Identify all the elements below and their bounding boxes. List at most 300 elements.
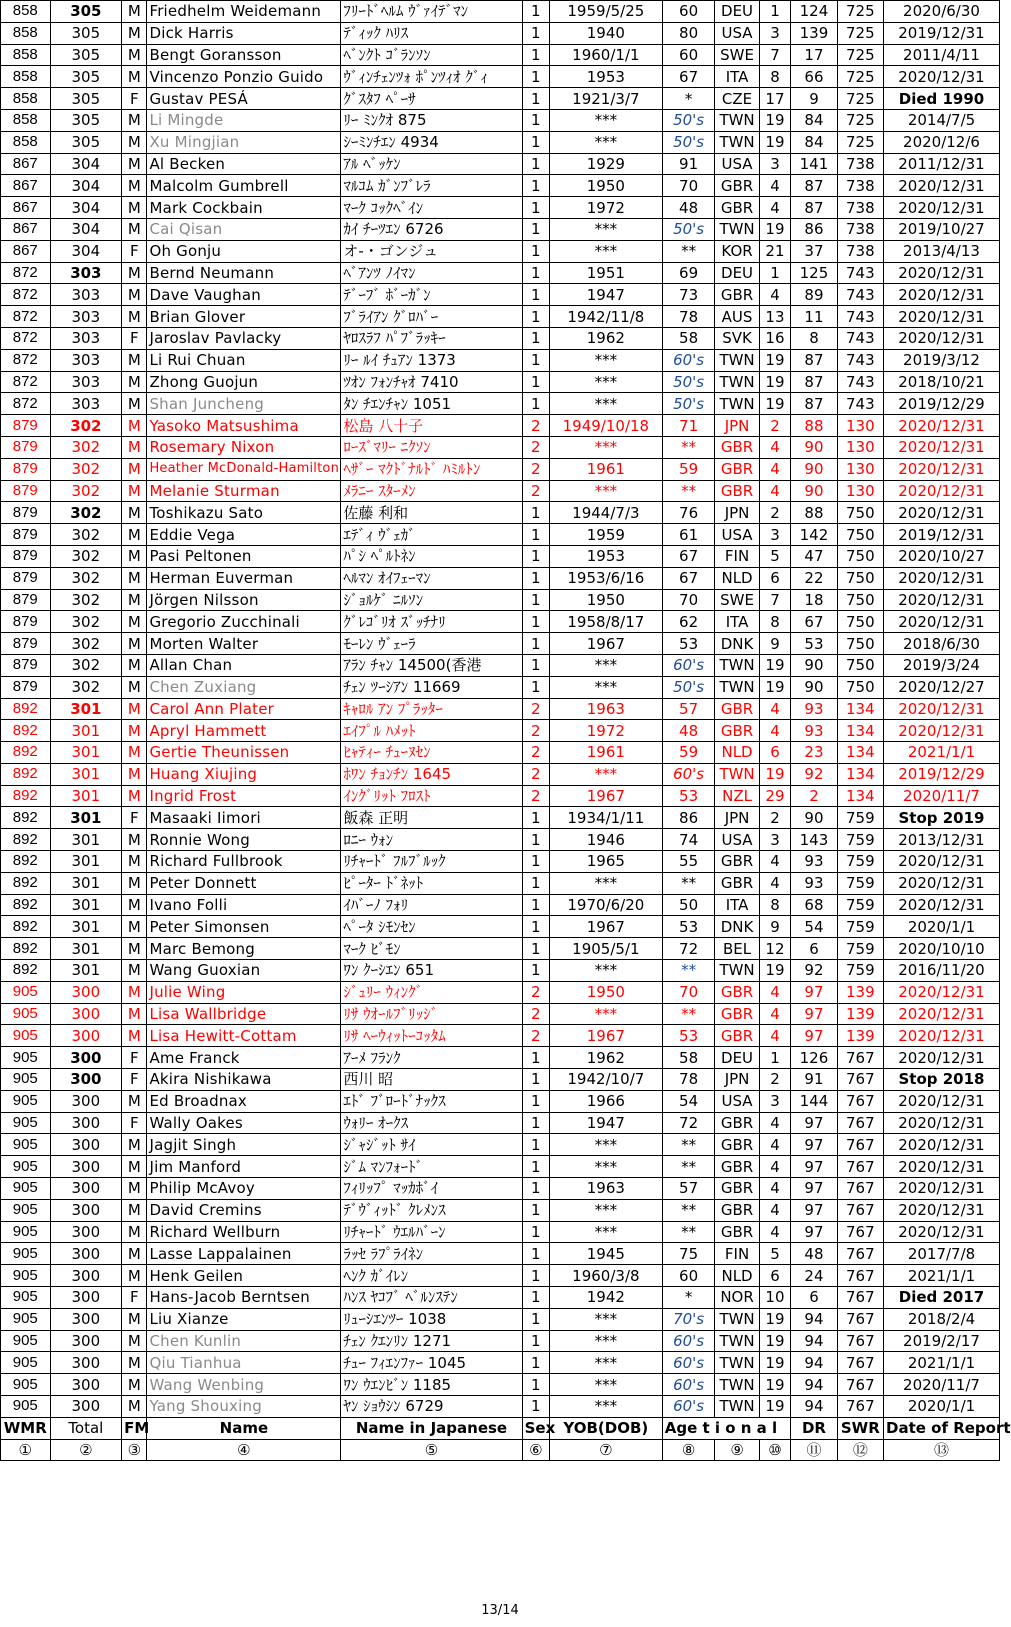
cell-name-japanese: ｷｬﾛﾙ ｱﾝ ﾌﾟﾗｯﾀｰ (341, 698, 522, 720)
cell-yob: 1967 (549, 916, 662, 938)
cell-name-japanese: ﾍｻﾞｰ ﾏｸﾄﾞﾅﾙﾄﾞ ﾊﾐﾙﾄﾝ (341, 458, 522, 480)
cell-fm: M (122, 1025, 147, 1047)
cell-swr: 139 (837, 1025, 883, 1047)
cell-nationality: GBR (715, 1112, 759, 1134)
cell-wmr: 879 (1, 676, 51, 698)
cell-fm: M (122, 284, 147, 306)
cell-col10: 19 (759, 109, 791, 131)
cell-col10: 5 (759, 545, 791, 567)
cell-col10: 4 (759, 1221, 791, 1243)
cell-name-japanese: ﾁｭｰ ﾌｨｴﾝﾌｧｰ 1045 (341, 1352, 522, 1374)
cell-col10: 2 (759, 415, 791, 437)
cell-date-of-report: 2020/12/31 (884, 894, 1000, 916)
cell-wmr: 858 (1, 109, 51, 131)
column-index-12: ⑫ (837, 1439, 883, 1461)
cell-total: 304 (50, 240, 122, 262)
cell-sex: 1 (522, 807, 549, 829)
header-row (1, 1417, 1000, 1439)
cell-wmr: 892 (1, 829, 51, 851)
cell-total: 302 (50, 633, 122, 655)
cell-dr: 84 (791, 131, 837, 153)
cell-wmr: 879 (1, 436, 51, 458)
cell-col10: 19 (759, 1396, 791, 1418)
cell-age: 61 (662, 524, 715, 546)
cell-wmr: 905 (1, 1330, 51, 1352)
cell-sex: 1 (522, 1352, 549, 1374)
cell-dr: 94 (791, 1330, 837, 1352)
cell-yob: 1949/10/18 (549, 415, 662, 437)
cell-wmr: 867 (1, 153, 51, 175)
cell-name-japanese: ﾍﾝｸ ｶﾞｲﾚﾝ (341, 1265, 522, 1287)
cell-name: Al Becken (147, 153, 341, 175)
cell-sex: 1 (522, 175, 549, 197)
cell-age: 59 (662, 742, 715, 764)
cell-dr: 87 (791, 349, 837, 371)
cell-wmr: 872 (1, 327, 51, 349)
cell-nationality: BEL (715, 938, 759, 960)
cell-wmr: 905 (1, 1134, 51, 1156)
cell-yob: *** (549, 131, 662, 153)
cell-yob: 1972 (549, 197, 662, 219)
cell-name: Jagjit Singh (147, 1134, 341, 1156)
cell-total: 300 (50, 1025, 122, 1047)
table-row (1, 676, 1000, 698)
cell-dr: 89 (791, 284, 837, 306)
cell-date-of-report: 2020/12/31 (884, 872, 1000, 894)
cell-total: 300 (50, 1308, 122, 1330)
cell-sex: 1 (522, 393, 549, 415)
cell-age: 53 (662, 916, 715, 938)
cell-col10: 2 (759, 807, 791, 829)
cell-col10: 19 (759, 1374, 791, 1396)
cell-dr: 8 (791, 327, 837, 349)
cell-yob: *** (549, 480, 662, 502)
cell-date-of-report: 2020/11/7 (884, 1374, 1000, 1396)
cell-fm: M (122, 1374, 147, 1396)
table-row (1, 436, 1000, 458)
cell-name-japanese: ｲﾝｸﾞﾘｯﾄ ﾌﾛｽﾄ (341, 785, 522, 807)
cell-age: 53 (662, 633, 715, 655)
cell-fm: M (122, 654, 147, 676)
cell-age: ** (662, 1134, 715, 1156)
cell-sex: 1 (522, 1243, 549, 1265)
cell-age: 67 (662, 66, 715, 88)
cell-wmr: 879 (1, 567, 51, 589)
cell-age: 71 (662, 415, 715, 437)
cell-wmr: 872 (1, 284, 51, 306)
cell-wmr: 879 (1, 502, 51, 524)
cell-swr: 725 (837, 1, 883, 23)
cell-total: 305 (50, 1, 122, 23)
cell-wmr: 879 (1, 524, 51, 546)
table-row (1, 829, 1000, 851)
cell-wmr: 879 (1, 654, 51, 676)
cell-nationality: DNK (715, 633, 759, 655)
cell-swr: 725 (837, 44, 883, 66)
cell-yob: 1946 (549, 829, 662, 851)
cell-date-of-report: 2020/12/31 (884, 698, 1000, 720)
cell-yob: *** (549, 1374, 662, 1396)
table-row (1, 109, 1000, 131)
cell-age: ** (662, 1156, 715, 1178)
cell-wmr: 872 (1, 262, 51, 284)
cell-nationality: GBR (715, 698, 759, 720)
cell-age: 73 (662, 284, 715, 306)
cell-total: 302 (50, 436, 122, 458)
cell-wmr: 905 (1, 1003, 51, 1025)
cell-total: 302 (50, 415, 122, 437)
cell-nationality: NZL (715, 785, 759, 807)
cell-name-japanese: ﾛﾆｰ ｳｫﾝ (341, 829, 522, 851)
column-index-row (1, 1439, 1000, 1461)
cell-dr: 97 (791, 1112, 837, 1134)
cell-sex: 2 (522, 742, 549, 764)
cell-yob: *** (549, 960, 662, 982)
cell-fm: M (122, 1352, 147, 1374)
cell-date-of-report: 2020/12/31 (884, 458, 1000, 480)
cell-yob: 1963 (549, 698, 662, 720)
cell-fm: M (122, 567, 147, 589)
cell-swr: 759 (837, 894, 883, 916)
cell-fm: M (122, 851, 147, 873)
cell-name: Hans-Jacob Berntsen (147, 1287, 341, 1309)
cell-age: 70 (662, 981, 715, 1003)
cell-dr: 92 (791, 960, 837, 982)
cell-name: Ingrid Frost (147, 785, 341, 807)
cell-total: 301 (50, 742, 122, 764)
cell-swr: 750 (837, 502, 883, 524)
cell-fm: M (122, 393, 147, 415)
cell-total: 300 (50, 981, 122, 1003)
cell-date-of-report: 2020/12/27 (884, 676, 1000, 698)
cell-wmr: 905 (1, 1265, 51, 1287)
cell-date-of-report: 2020/12/31 (884, 1112, 1000, 1134)
cell-age: 50's (662, 676, 715, 698)
cell-sex: 1 (522, 131, 549, 153)
cell-date-of-report: 2019/10/27 (884, 218, 1000, 240)
cell-name: Friedhelm Weidemann (147, 1, 341, 23)
cell-wmr: 905 (1, 1047, 51, 1069)
cell-swr: 767 (837, 1243, 883, 1265)
cell-fm: M (122, 480, 147, 502)
cell-sex: 2 (522, 415, 549, 437)
table-row (1, 654, 1000, 676)
cell-name-japanese: ﾎﾜﾝ ﾁｮﾝﾁﾝ 1645 (341, 763, 522, 785)
cell-name-japanese: ｴﾄﾞ ﾌﾞﾛｰﾄﾞﾅｯｸｽ (341, 1090, 522, 1112)
cell-name-japanese: ﾍﾙﾏﾝ ｵｲﾌｪｰﾏﾝ (341, 567, 522, 589)
cell-col10: 7 (759, 44, 791, 66)
cell-swr: 767 (837, 1396, 883, 1418)
cell-age: 60's (662, 1396, 715, 1418)
cell-name-japanese: ｱﾗﾝ ﾁｬﾝ 14500(香港 (341, 654, 522, 676)
cell-name: Allan Chan (147, 654, 341, 676)
cell-wmr: 892 (1, 938, 51, 960)
cell-dr: 23 (791, 742, 837, 764)
cell-name-japanese: ﾂｵﾝ ﾌｫﾝﾁｬｵ 7410 (341, 371, 522, 393)
cell-yob: *** (549, 763, 662, 785)
cell-age: 50's (662, 131, 715, 153)
cell-col10: 19 (759, 1352, 791, 1374)
cell-fm: M (122, 371, 147, 393)
cell-name-japanese: ﾏﾙｺﾑ ｶﾞﾝﾌﾞﾚﾗ (341, 175, 522, 197)
cell-wmr: 905 (1, 1112, 51, 1134)
cell-date-of-report: 2020/12/31 (884, 197, 1000, 219)
cell-total: 302 (50, 567, 122, 589)
column-index-7: ⑦ (549, 1439, 662, 1461)
table-row (1, 306, 1000, 328)
cell-wmr: 905 (1, 1069, 51, 1091)
cell-col10: 4 (759, 1112, 791, 1134)
cell-name-japanese: ｼﾞｮﾙｹﾞ ﾆﾙｿﾝ (341, 589, 522, 611)
cell-sex: 1 (522, 1069, 549, 1091)
cell-date-of-report: 2020/12/31 (884, 1156, 1000, 1178)
cell-total: 305 (50, 66, 122, 88)
table-row (1, 1090, 1000, 1112)
table-row (1, 262, 1000, 284)
cell-dr: 9 (791, 88, 837, 110)
cell-col10: 4 (759, 1156, 791, 1178)
cell-yob: 1953 (549, 545, 662, 567)
cell-sex: 2 (522, 1025, 549, 1047)
cell-date-of-report: Stop 2018 (884, 1069, 1000, 1091)
cell-sex: 1 (522, 1374, 549, 1396)
table-row (1, 720, 1000, 742)
cell-total: 301 (50, 916, 122, 938)
cell-fm: M (122, 436, 147, 458)
cell-col10: 19 (759, 349, 791, 371)
cell-dr: 125 (791, 262, 837, 284)
cell-age: 60 (662, 1, 715, 23)
cell-date-of-report: 2019/12/31 (884, 22, 1000, 44)
cell-wmr: 858 (1, 1, 51, 23)
cell-name: Chen Kunlin (147, 1330, 341, 1352)
cell-yob: *** (549, 1221, 662, 1243)
cell-nationality: GBR (715, 480, 759, 502)
cell-name-japanese: ﾁｪﾝ ｸｴﾝﾘﾝ 1271 (341, 1330, 522, 1352)
cell-swr: 134 (837, 720, 883, 742)
cell-swr: 759 (837, 938, 883, 960)
cell-sex: 1 (522, 306, 549, 328)
cell-nationality: DEU (715, 1, 759, 23)
cell-nationality: JPN (715, 807, 759, 829)
cell-date-of-report: 2019/3/12 (884, 349, 1000, 371)
cell-total: 301 (50, 851, 122, 873)
cell-name-japanese: ﾜﾝ ｸｰｼｴﾝ 651 (341, 960, 522, 982)
cell-name: Morten Walter (147, 633, 341, 655)
cell-name: Dave Vaughan (147, 284, 341, 306)
cell-dr: 97 (791, 1003, 837, 1025)
cell-date-of-report: 2020/12/31 (884, 567, 1000, 589)
cell-col10: 4 (759, 981, 791, 1003)
cell-date-of-report: 2021/1/1 (884, 742, 1000, 764)
cell-yob: 1951 (549, 262, 662, 284)
cell-fm: F (122, 327, 147, 349)
table-row (1, 1243, 1000, 1265)
cell-wmr: 905 (1, 1243, 51, 1265)
cell-sex: 1 (522, 1265, 549, 1287)
cell-nationality: TWN (715, 676, 759, 698)
cell-total: 303 (50, 327, 122, 349)
cell-fm: M (122, 589, 147, 611)
cell-yob: *** (549, 654, 662, 676)
cell-age: 48 (662, 720, 715, 742)
cell-name: Marc Bemong (147, 938, 341, 960)
cell-dr: 97 (791, 1199, 837, 1221)
cell-wmr: 867 (1, 240, 51, 262)
cell-sex: 1 (522, 1287, 549, 1309)
column-index-11: ⑪ (791, 1439, 837, 1461)
cell-col10: 19 (759, 131, 791, 153)
cell-total: 303 (50, 262, 122, 284)
cell-col10: 4 (759, 851, 791, 873)
cell-name: Wally Oakes (147, 1112, 341, 1134)
cell-swr: 130 (837, 458, 883, 480)
cell-fm: M (122, 1243, 147, 1265)
cell-fm: M (122, 1134, 147, 1156)
cell-nationality: USA (715, 1090, 759, 1112)
cell-nationality: TWN (715, 960, 759, 982)
cell-nationality: GBR (715, 197, 759, 219)
cell-total: 300 (50, 1221, 122, 1243)
cell-yob: *** (549, 1396, 662, 1418)
cell-fm: M (122, 676, 147, 698)
cell-dr: 87 (791, 197, 837, 219)
cell-fm: M (122, 1, 147, 23)
cell-age: 50's (662, 393, 715, 415)
cell-fm: M (122, 262, 147, 284)
cell-wmr: 879 (1, 480, 51, 502)
cell-dr: 88 (791, 502, 837, 524)
cell-col10: 4 (759, 175, 791, 197)
cell-swr: 767 (837, 1308, 883, 1330)
cell-age: 60's (662, 1374, 715, 1396)
cell-date-of-report: 2013/4/13 (884, 240, 1000, 262)
cell-name-japanese: ﾁｪﾝ ﾂｰｼｱﾝ 11669 (341, 676, 522, 698)
cell-wmr: 879 (1, 633, 51, 655)
cell-age: ** (662, 1003, 715, 1025)
cell-col10: 19 (759, 1330, 791, 1352)
cell-dr: 24 (791, 1265, 837, 1287)
cell-fm: M (122, 66, 147, 88)
cell-name: Li Rui Chuan (147, 349, 341, 371)
cell-wmr: 905 (1, 1308, 51, 1330)
cell-date-of-report: 2019/2/17 (884, 1330, 1000, 1352)
cell-name-japanese: ｼﾞｭﾘｰ ｳｨﾝｸﾞ (341, 981, 522, 1003)
cell-sex: 1 (522, 1308, 549, 1330)
cell-yob: 1960/1/1 (549, 44, 662, 66)
cell-total: 305 (50, 109, 122, 131)
cell-name-japanese: 飯森 正明 (341, 807, 522, 829)
column-index-3: ③ (122, 1439, 147, 1461)
cell-sex: 1 (522, 218, 549, 240)
cell-name-japanese: ﾓｰﾚﾝ ｳﾞｪｰﾗ (341, 633, 522, 655)
cell-age: 60's (662, 763, 715, 785)
cell-swr: 738 (837, 153, 883, 175)
cell-col10: 4 (759, 1025, 791, 1047)
cell-yob: 1942/11/8 (549, 306, 662, 328)
cell-name: Xu Mingjian (147, 131, 341, 153)
table-row (1, 502, 1000, 524)
cell-wmr: 879 (1, 415, 51, 437)
cell-nationality: GBR (715, 1156, 759, 1178)
cell-nationality: GBR (715, 1003, 759, 1025)
cell-dr: 90 (791, 458, 837, 480)
cell-col10: 4 (759, 480, 791, 502)
cell-name-japanese: ｼﾞﾑ ﾏﾝﾌｫｰﾄﾞ (341, 1156, 522, 1178)
cell-sex: 1 (522, 1396, 549, 1418)
cell-col10: 3 (759, 153, 791, 175)
cell-name-japanese: ﾌｨﾘｯﾌﾟ ﾏｯｶﾎﾞｲ (341, 1178, 522, 1200)
cell-swr: 139 (837, 1003, 883, 1025)
cell-date-of-report: 2018/2/4 (884, 1308, 1000, 1330)
cell-fm: M (122, 109, 147, 131)
cell-col10: 4 (759, 872, 791, 894)
cell-nationality: AUS (715, 306, 759, 328)
cell-age: 50 (662, 894, 715, 916)
cell-yob: *** (549, 872, 662, 894)
cell-nationality: SWE (715, 589, 759, 611)
table-row (1, 894, 1000, 916)
cell-dr: 68 (791, 894, 837, 916)
cell-total: 300 (50, 1112, 122, 1134)
cell-nationality: GBR (715, 1199, 759, 1221)
cell-name: Rosemary Nixon (147, 436, 341, 458)
table-row (1, 44, 1000, 66)
cell-yob: 1953/6/16 (549, 567, 662, 589)
cell-fm: M (122, 785, 147, 807)
cell-fm: M (122, 1396, 147, 1418)
cell-nationality: SVK (715, 327, 759, 349)
table-row (1, 284, 1000, 306)
cell-age: ** (662, 960, 715, 982)
cell-sex: 2 (522, 698, 549, 720)
cell-col10: 8 (759, 66, 791, 88)
cell-name: Lisa Wallbridge (147, 1003, 341, 1025)
cell-name: Ed Broadnax (147, 1090, 341, 1112)
column-index-9: ⑨ (715, 1439, 759, 1461)
cell-age: 72 (662, 938, 715, 960)
table-row (1, 1003, 1000, 1025)
table-row (1, 742, 1000, 764)
cell-wmr: 892 (1, 872, 51, 894)
cell-date-of-report: 2020/12/31 (884, 306, 1000, 328)
cell-nationality: GBR (715, 1134, 759, 1156)
cell-sex: 1 (522, 676, 549, 698)
cell-wmr: 905 (1, 1221, 51, 1243)
cell-fm: M (122, 131, 147, 153)
cell-name-japanese: ﾜﾝ ｳｴﾝﾋﾞﾝ 1185 (341, 1374, 522, 1396)
table-row (1, 327, 1000, 349)
table-row (1, 1069, 1000, 1091)
cell-name: Henk Geilen (147, 1265, 341, 1287)
cell-swr: 759 (837, 916, 883, 938)
cell-sex: 1 (522, 938, 549, 960)
header-fm: FM (122, 1417, 147, 1439)
cell-total: 301 (50, 938, 122, 960)
cell-name: Peter Simonsen (147, 916, 341, 938)
cell-swr: 725 (837, 66, 883, 88)
cell-nationality: NLD (715, 1265, 759, 1287)
cell-col10: 13 (759, 306, 791, 328)
cell-sex: 2 (522, 458, 549, 480)
cell-yob: 1959 (549, 524, 662, 546)
cell-total: 300 (50, 1199, 122, 1221)
cell-swr: 725 (837, 22, 883, 44)
cell-col10: 10 (759, 1287, 791, 1309)
cell-total: 301 (50, 807, 122, 829)
table-row (1, 872, 1000, 894)
cell-fm: F (122, 240, 147, 262)
